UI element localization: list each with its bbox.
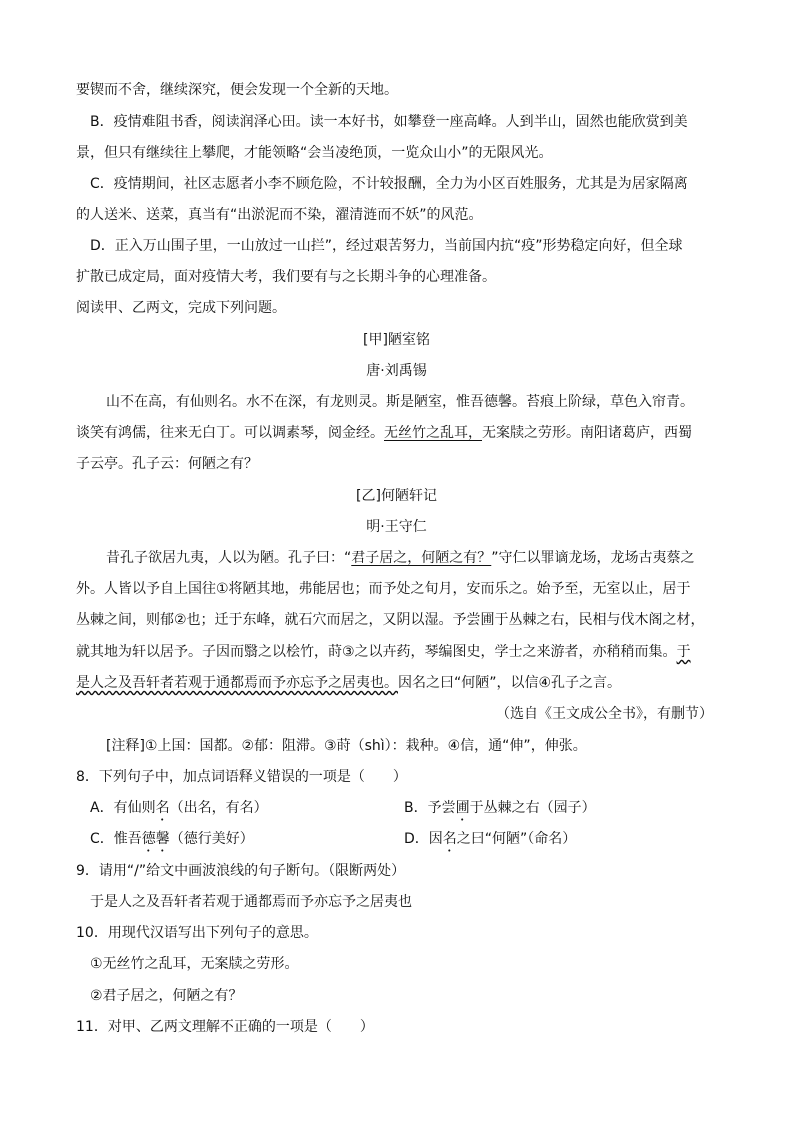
text-yi-line-1: 昔孔子欲居九夷，人以为陋。孔子曰：“君子居之，何陋之有？”守仁以罪谪龙场，龙场古夷蔡之	[106, 550, 695, 566]
text-yi-title: [乙]何陋轩记	[356, 488, 437, 504]
option-b-line-2: 景，但只有继续往上攀爬，才能领略“会当凌绝顶，一览众山小”的无限风光。	[76, 145, 553, 161]
question-11-stem: 11．对甲、乙两文理解不正确的一项是（ ）	[76, 1019, 374, 1035]
underlined-sentence: 君子居之，何陋之有？	[351, 550, 492, 566]
question-8-stem: 8．下列句子中，加点词语释义错误的一项是（ ）	[76, 769, 407, 785]
text-jia-line-1: 山不在高，有仙则名。水不在深，有龙则灵。斯是陋室，惟吾德馨。苔痕上阶绿，草色入帘青。	[106, 394, 694, 410]
wavy-sentence: 于	[676, 644, 691, 660]
text-yi-line-3: 丛棘之间，则郁②也；迁于东峰，就石穴而居之，又阴以湿。予尝圃于丛棘之右，民相与伐木阁之材，	[76, 612, 705, 628]
option-d-line-2: 扩散已成定局，面对疫情大考，我们要有与之长期斗争的心理准备。	[76, 269, 496, 285]
text-jia-line-3: 子云亭。孔子云：何陋之有？	[76, 456, 258, 472]
text-line-1: 要锲而不舍，继续深究，便会发现一个全新的天地。	[76, 82, 398, 98]
question-10-stem: 10．用现代汉语写出下列句子的意思。	[76, 925, 318, 941]
reading-instruction: 阅读甲、乙两文，完成下列问题。	[76, 300, 286, 316]
question-10-item-1: ①无丝竹之乱耳，无案牍之劳形。	[90, 956, 299, 972]
text-jia-line-2: 谈笑有鸿儒，往来无白丁。可以调素琴，阅金经。无丝竹之乱耳，无案牍之劳形。南阳诸葛庐，西蜀	[76, 425, 692, 441]
text-yi-line-4: 就其地为轩以居予。子因而翳之以桧竹，莳③之以卉药，琴编图史，学士之来游者，亦稍稍而集。于	[76, 644, 691, 660]
wavy-sentence: 是人之及吾轩者若观于通都焉而予亦忘予之居夷也。	[76, 675, 398, 691]
question-8-option-c: C．惟吾德馨（德行美好）	[90, 831, 254, 847]
text-yi-notes: [注释]①上国：国都。②郁：阻滞。③莳（shì）：栽种。④信，通“伸”，伸张。	[106, 738, 587, 754]
text-jia-author: 唐·刘禹锡	[366, 363, 427, 379]
text-yi-line-2: 外。人皆以予自上国往①将陋其地，弗能居也；而予处之旬月，安而乐之。始予至，无室以止，居于	[76, 581, 691, 597]
text-yi-line-5: 是人之及吾轩者若观于通都焉而予亦忘予之居夷也。因名之曰“何陋”，以信④孔子之言。	[76, 675, 622, 691]
text-yi-source: （选自《王文成公全书》，有删节）	[496, 706, 713, 722]
underlined-sentence: 无丝竹之乱耳，	[384, 425, 482, 441]
question-8-option-b: B．予尝圃于丛棘之右（园子）	[404, 800, 596, 816]
option-c-line-1: C．疫情期间，社区志愿者小李不顾危险，不计较报酬，全力为小区百姓服务，尤其是为居家隔离	[90, 176, 688, 192]
question-10-item-2: ②君子居之，何陋之有？	[90, 988, 243, 1004]
option-d-line-1: D．正入万山围子里，一山放过一山拦”，经过艰苦努力，当前国内抗“疫”形势稳定向好，但全球	[90, 238, 683, 254]
question-9-stem: 9．请用“/”给文中画波浪线的句子断句。（限断两处）	[76, 863, 406, 879]
text-jia-title: [甲]陋室铭	[363, 332, 430, 348]
option-c-line-2: 的人送米、送菜，真当有“出淤泥而不染，濯清涟而不妖”的风范。	[76, 207, 483, 223]
text-yi-author: 明·王守仁	[366, 519, 427, 535]
question-8-option-a: A．有仙则名（出名，有名）	[90, 800, 268, 816]
option-b-line-1: B．疫情难阻书香，阅读润泽心田。读一本好书，如攀登一座高峰。人到半山，固然也能欣赏到美	[90, 114, 688, 130]
question-9-text: 于是人之及吾轩者若观于通都焉而予亦忘予之居夷也	[90, 894, 412, 910]
question-8-option-d: D．因名之曰“何陋”（命名）	[404, 831, 577, 847]
